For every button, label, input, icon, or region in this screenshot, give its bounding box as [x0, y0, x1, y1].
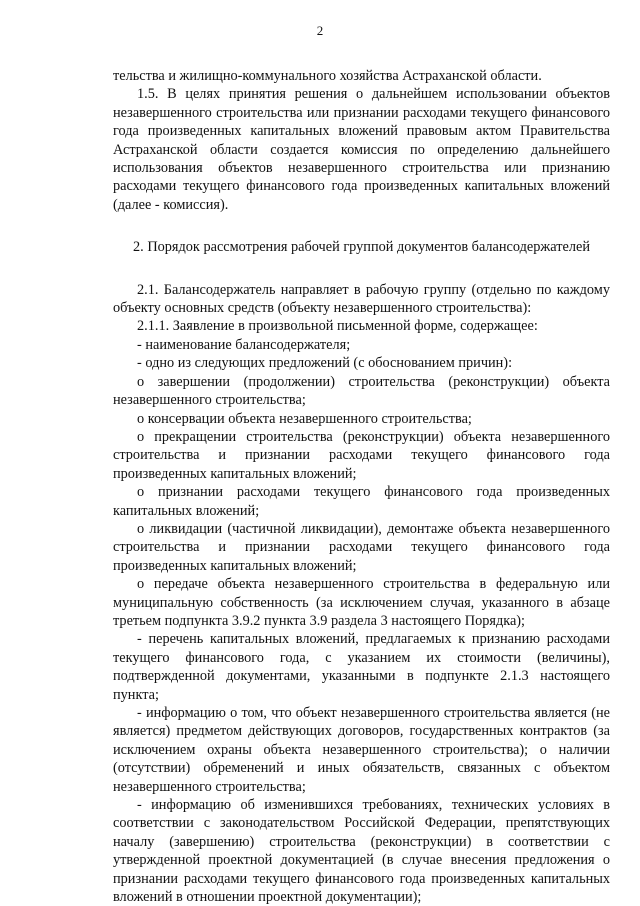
- section-heading: 2. Порядок рассмотрения рабочей группой документов балансодержателей: [133, 239, 590, 256]
- document-body: [113, 67, 610, 906]
- list-item: - перечень капитальных вложений, предлагаемых к признанию расходами текущего финансового года, с указанием их стоимости (величины), подтвержденной документами, указанными в подпункте 2.1.3 настоящего пункта;: [113, 631, 610, 703]
- paragraph: 1.5. В целях принятия решения о дальнейшем использовании объектов незавершенного строительства или признании расходами текущего финансового года произведенных капитальных вложений правовым актом Правительства Астраханской области создается комиссия по определению дальнейшего использования объектов незавершенного строительства или признанию расходами текущего финансового года произведенных капитальных вложений (далее - комиссия).: [113, 86, 610, 213]
- list-item: о прекращении строительства (реконструкции) объекта незавершенного строительства и признании расходами текущего финансового года произведенных капитальных вложений;: [113, 428, 610, 482]
- list-item: - наименование балансодержателя;: [137, 336, 351, 353]
- list-item: о консервации объекта незавершенного строительства;: [137, 410, 472, 427]
- list-item: о признании расходами текущего финансового года произведенных капитальных вложений;: [113, 484, 610, 519]
- page-number: 2: [316, 23, 324, 38]
- list-item: - информацию о том, что объект незавершенного строительства является (не является) предметом действующих договоров, государственных контрактов (за исключением охраны объекта незавершенного строительства); о наличии (отсутствии) обременений и иных обязательств, связанных с объектом незавершенного строительства;: [113, 705, 610, 795]
- paragraph: 2.1. Балансодержатель направляет в рабочую группу (отдельно по каждому объекту основных средств (объекту незавершенного строительства):: [113, 281, 610, 317]
- paragraph: 2.1.1. Заявление в произвольной письменной форме, содержащее:: [137, 318, 538, 335]
- list-item: - одно из следующих предложений (с обоснованием причин):: [137, 355, 513, 372]
- list-item: о завершении (продолжении) строительства (реконструкции) объекта незавершенного строительства;: [113, 373, 610, 409]
- list-item: - информацию об изменившихся требованиях, технических условиях в соответствии с законодательством Российской Федерации, препятствующих началу (завершению) строительства (реконструкции) в соответствии с утвержденной проектной документацией (в случае внесения предложения о признании расходами текущего финансового года произведенных капитальных вложений в отношении проектной документации);: [113, 797, 610, 906]
- list-item: о ликвидации (частичной ликвидации), демонтаже объекта незавершенного строительства и признании расходами текущего финансового года произведенных капитальных вложений;: [113, 520, 610, 574]
- paragraph: тельства и жилищно-коммунального хозяйства Астраханской области.: [113, 68, 542, 84]
- list-item: о передаче объекта незавершенного строительства в федеральную или муниципальную собственность (за исключением случая, указанного в абзаце третьем подпункта 3.9.2 пункта 3.9 раздела 3 настоящего Порядка);: [113, 576, 610, 629]
